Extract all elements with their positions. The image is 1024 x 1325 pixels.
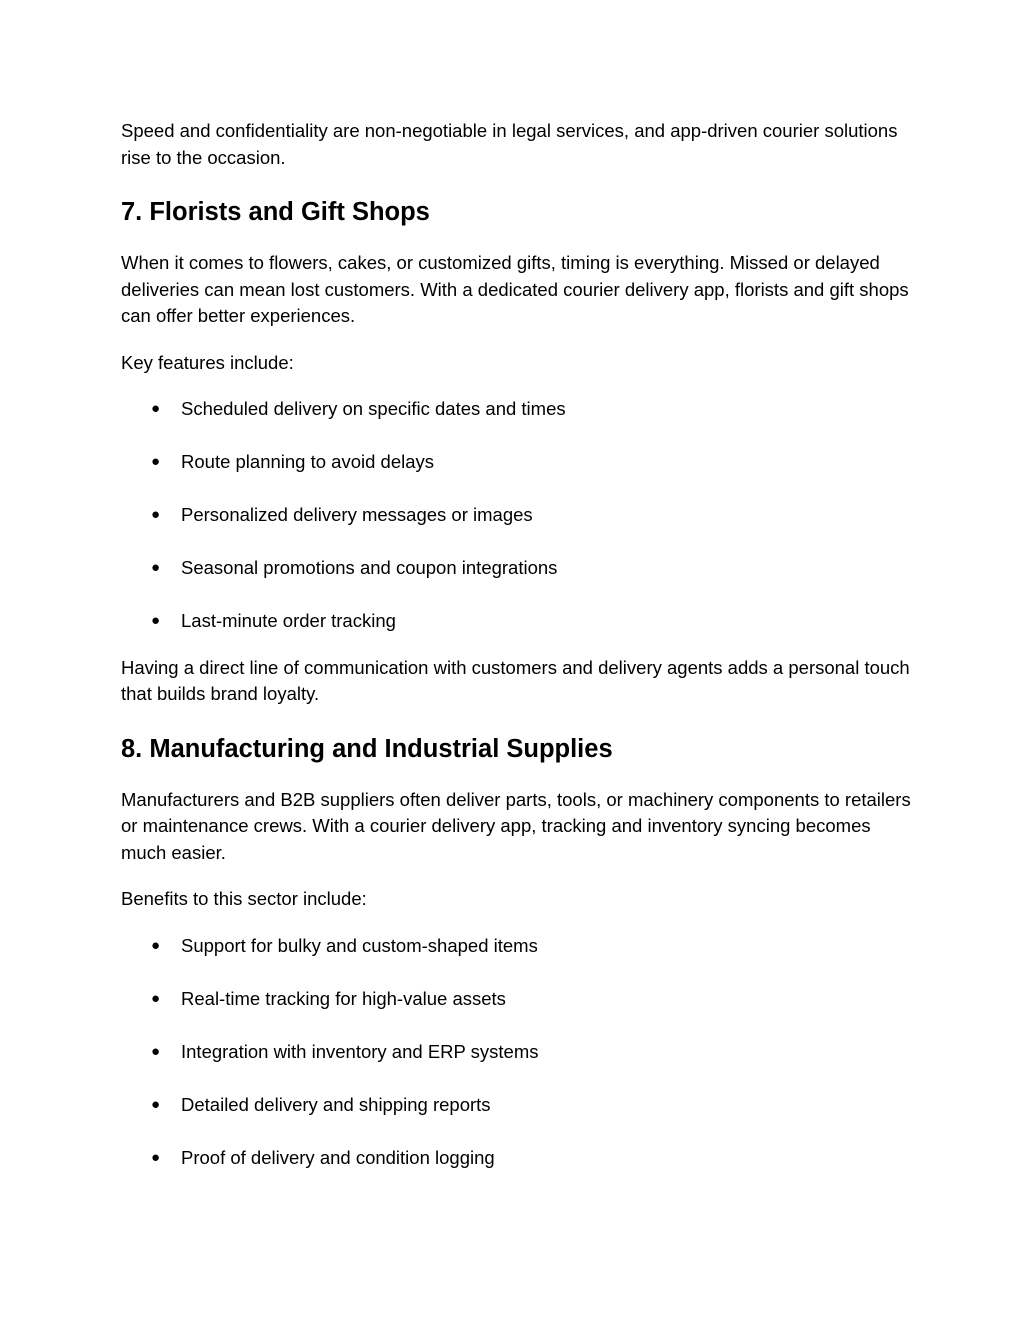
section-heading-florists: 7. Florists and Gift Shops <box>121 198 430 226</box>
list-item <box>121 449 911 476</box>
florists-feature-list <box>121 396 911 635</box>
bullet-icon: ● <box>151 612 161 629</box>
manufacturing-benefit-list <box>121 933 911 1172</box>
list-item-text: Support for bulky and custom-shaped items <box>181 934 538 956</box>
list-item <box>121 502 911 529</box>
document-page <box>121 118 911 1191</box>
list-item <box>121 1039 911 1066</box>
benefits-label: Benefits to this sector include: <box>121 888 367 909</box>
bullet-icon: ● <box>151 1148 161 1166</box>
list-item-text: Personalized delivery messages or images <box>181 504 533 525</box>
bullet-icon: ● <box>151 453 161 470</box>
bullet-icon: ● <box>151 1095 161 1113</box>
florists-closing-paragraph: Having a direct line of communication with customers and delivery agents adds a personal touch that builds brand loyalty. <box>121 656 910 704</box>
intro-paragraph: Speed and confidentiality are non-negotiable in legal services, and app-driven courier solutions rise to the occasion. <box>121 120 898 168</box>
key-features-label: Key features include: <box>121 351 294 373</box>
bullet-icon: ● <box>151 1042 161 1060</box>
list-item-text: Detailed delivery and shipping reports <box>181 1093 491 1115</box>
list-item <box>121 1092 911 1119</box>
florists-paragraph: When it comes to flowers, cakes, or customized gifts, timing is everything. Missed or delayed deliveries can mean lost customers. With a dedicated courier delivery app, florists and gift shops can offer better experiences. <box>121 252 909 326</box>
list-item-text: Seasonal promotions and coupon integrations <box>181 557 558 578</box>
list-item <box>121 986 911 1013</box>
bullet-icon: ● <box>151 989 161 1007</box>
list-item <box>121 555 911 582</box>
list-item-text: Last-minute order tracking <box>181 610 396 631</box>
list-item-text: Proof of delivery and condition logging <box>181 1146 495 1168</box>
bullet-icon: ● <box>151 559 161 576</box>
bullet-icon: ● <box>151 506 161 523</box>
list-item <box>121 1145 911 1172</box>
list-item-text: Integration with inventory and ERP systems <box>181 1040 539 1062</box>
bullet-icon: ● <box>151 400 161 417</box>
list-item-text: Route planning to avoid delays <box>181 451 435 472</box>
list-item <box>121 608 911 635</box>
bullet-icon: ● <box>151 936 161 954</box>
manufacturing-paragraph: Manufacturers and B2B suppliers often deliver parts, tools, or machinery components to retailers or maintenance crews. With a courier delivery app, tracking and inventory syncing becomes much easier. <box>121 788 911 863</box>
list-item <box>121 933 911 960</box>
list-item-text: Real-time tracking for high-value assets <box>181 987 506 1009</box>
section-heading-manufacturing: 8. Manufacturing and Industrial Supplies <box>121 734 613 763</box>
list-item <box>121 396 911 423</box>
list-item-text: Scheduled delivery on specific dates and times <box>181 398 566 419</box>
